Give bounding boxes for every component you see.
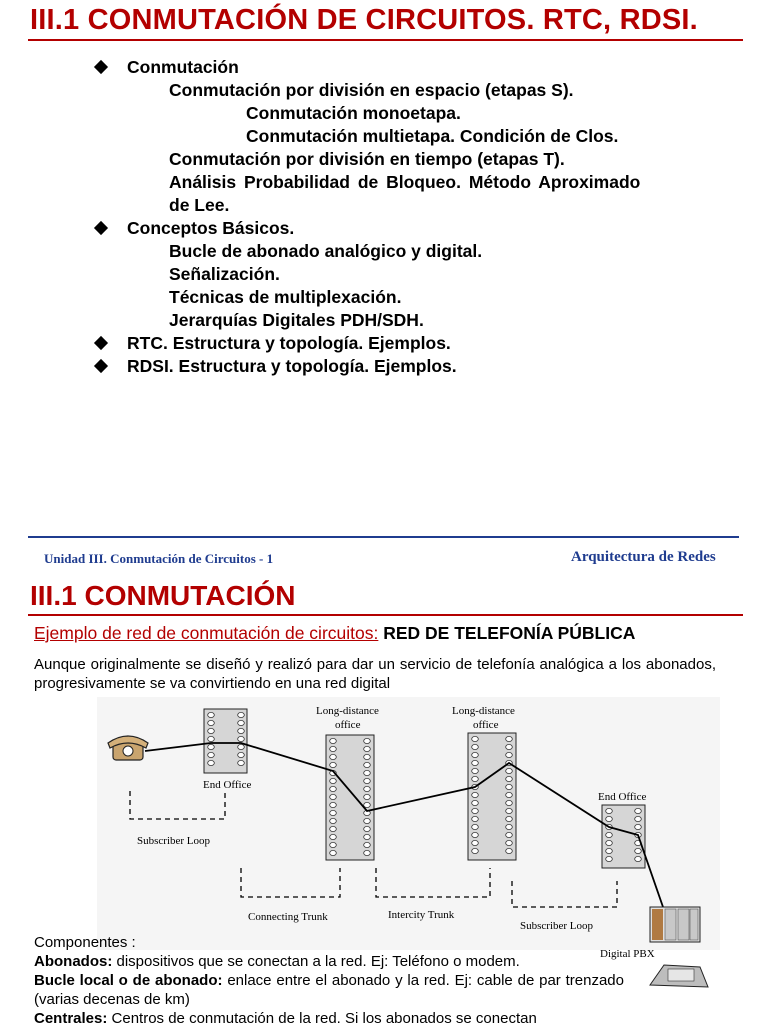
- slide1-title: III.1 CONMUTACIÓN DE CIRCUITOS. RTC, RDSI.: [30, 4, 698, 36]
- long-distance-office-1-switch: [326, 735, 374, 860]
- subscriber-loop-right-label: Subscriber Loop: [520, 920, 594, 932]
- bullet-diamond-icon: [94, 359, 108, 373]
- outline-subitem: Jerarquías Digitales PDH/SDH.: [169, 310, 424, 330]
- outline-subitem: Técnicas de multiplexación.: [169, 287, 402, 307]
- outline-item: Conceptos Básicos.: [127, 218, 295, 238]
- centrales-label: Centrales:: [34, 1010, 108, 1027]
- component-centrales: [34, 1009, 624, 1028]
- digital-pbx-label: Digital PBX: [600, 948, 655, 960]
- bucle-text: enlace entre el abonado y la red. Ej: cable de par trenzado (varias decenas de km): [34, 972, 624, 1008]
- bucle-label: Bucle local o de abonado:: [34, 972, 223, 989]
- bullet-diamond-icon: [94, 60, 108, 74]
- connecting-trunk-label: Connecting Trunk: [248, 911, 328, 923]
- ld-office-2-label-a: Long-distance: [452, 705, 515, 717]
- end-office-left-switch: [204, 709, 247, 773]
- abonados-label: Abonados:: [34, 953, 113, 970]
- slide2-intro: Aunque originalmente se diseñó y realizó para dar un servicio de telefonía analógica a los abonados, progresivamente se va convirtiendo en una red digital: [34, 656, 716, 692]
- outline-subsubitem: Conmutación multietapa. Condición de Clos.: [246, 126, 619, 146]
- outline-subitem: Señalización.: [169, 264, 280, 284]
- bullet-diamond-icon: [94, 221, 108, 235]
- telephone-icon: [108, 736, 148, 760]
- outline-item: RDSI. Estructura y topología. Ejemplos.: [127, 356, 457, 376]
- outline-item: RTC. Estructura y topología. Ejemplos.: [127, 333, 451, 353]
- long-distance-office-2-switch: [468, 733, 516, 860]
- outline-subitem: Análisis Probabilidad de Bloqueo. Método Aproximado: [169, 172, 641, 192]
- bullet-diamond-icon: [94, 336, 108, 350]
- component-abonados: [34, 952, 624, 971]
- slide2-subtitle: [34, 623, 635, 644]
- slide2-title-rule: [28, 614, 743, 616]
- abonados-text: dispositivos que se conectan a la red. Ej: Teléfono o modem.: [112, 953, 520, 970]
- end-office-left-label: End Office: [203, 779, 252, 791]
- slide2-title: III.1 CONMUTACIÓN: [30, 580, 296, 611]
- slide1-footer-rule: [28, 536, 739, 538]
- intercity-trunk-label: Intercity Trunk: [388, 909, 455, 921]
- outline-subitem: de Lee.: [169, 195, 230, 215]
- slide1-footer-course: Arquitectura de Redes: [571, 549, 716, 565]
- ld-office-2-label-b: office: [473, 719, 499, 731]
- component-bucle: [34, 971, 624, 1009]
- subscriber-loop-left-label: Subscriber Loop: [137, 835, 211, 847]
- digital-pbx-icon: [650, 907, 700, 942]
- desk-telephone-icon: [650, 965, 708, 987]
- end-office-right-label: End Office: [598, 791, 647, 803]
- subtitle-lead: Ejemplo de red de conmutación de circuitos:: [34, 623, 379, 643]
- slide1-title-rule: [28, 39, 743, 41]
- outline-subitem: Conmutación por división en espacio (etapas S).: [169, 80, 574, 100]
- components-heading: Componentes :: [34, 934, 136, 951]
- subtitle-network-name: RED DE TELEFONÍA PÚBLICA: [383, 623, 636, 643]
- ld-office-1-label-b: office: [335, 719, 361, 731]
- outline-item: Conmutación: [127, 57, 239, 77]
- outline-subitem: Bucle de abonado analógico y digital.: [169, 241, 483, 261]
- centrales-text: Centros de conmutación de la red. Si los abonados se conectan: [107, 1010, 537, 1027]
- slide1-footer-unit: Unidad III. Conmutación de Circuitos - 1: [44, 551, 274, 566]
- ld-office-1-label-a: Long-distance: [316, 705, 379, 717]
- outline-subitem: Conmutación por división en tiempo (etapas T).: [169, 149, 565, 169]
- outline-subsubitem: Conmutación monoetapa.: [246, 103, 461, 123]
